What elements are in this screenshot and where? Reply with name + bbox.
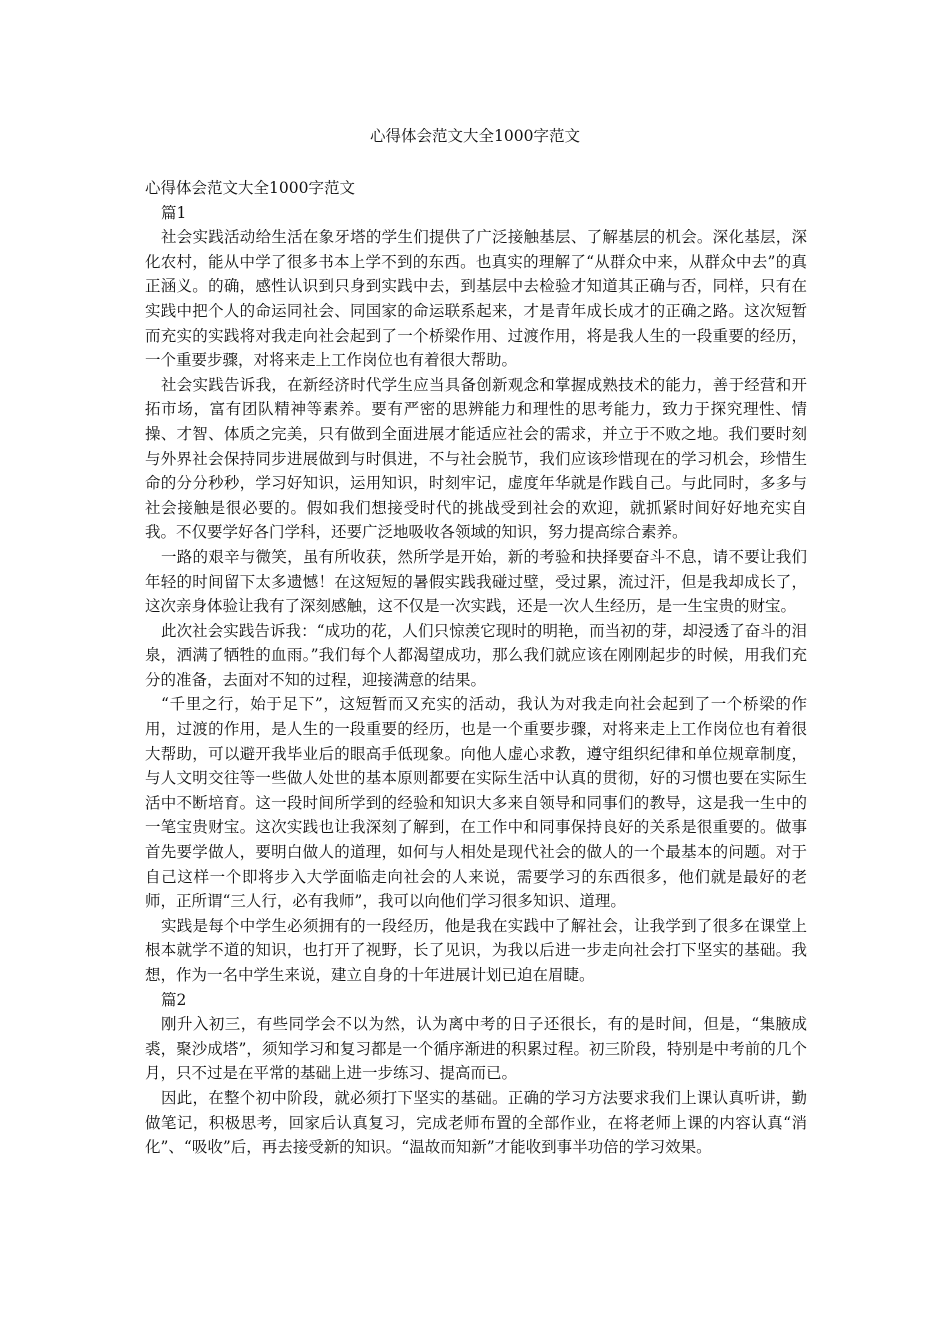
section-label-2: 篇2	[161, 990, 187, 1009]
paragraph: “千里之行，始于足下”，这短暂而又充实的活动，我认为对我走向社会起到了一个桥梁的作用，过渡的作用，是人生的一段重要的经历，也是一个重要步骤，对将来走上工作岗位也有着很大帮助，可以避开我毕业后的眼高手低现象。向他人虚心求教，遵守组织纪律和单位规章制度，与人文明交往等一些做人处世的基本原则都要在实际生活中认真的贯彻，好的习惯也要在实际生活中不断培育。这一段时间所学到的经验和知识大多来自领导和同事们的教导，这是我一生中的一笔宝贵财宝。这次实践也让我深刻了解到，在工作中和同事保持良好的关系是很重要的。做事首先要学做人，要明白做人的道理，如何与人相处是现代社会的做人的一个最基本的问题。对于自己这样一个即将步入大学面临走向社会的人来说，需要学习的东西很多，他们就是最好的老师，正所谓“三人行，必有我师”，我可以向他们学习很多知识、道理。	[145, 695, 807, 911]
page-title: 心得体会范文大全1000字范文	[370, 127, 580, 145]
paragraph: 一路的艰辛与微笑，虽有所收获，然所学是开始，新的考验和抉择要奋斗不息，请不要让我们年轻的时间留下太多遗憾！在这短短的暑假实践我碰过壁，受过累，流过汗，但是我却成长了，这次亲身体验让我有了深刻感触，这不仅是一次实践，还是一次人生经历，是一生宝贵的财宝。	[145, 547, 807, 616]
document-heading: 心得体会范文大全1000字范文	[145, 179, 355, 197]
paragraph: 因此，在整个初中阶段，就必须打下坚实的基础。正确的学习方法要求我们上课认真听讲，勤做笔记，积极思考，回家后认真复习，完成老师布置的全部作业，在将老师上课的内容认真“消化”、“吸收”后，再去接受新的知识。“温故而知新”才能收到事半功倍的学习效果。	[145, 1088, 807, 1157]
paragraph: 此次社会实践告诉我：“成功的花，人们只惊羡它现时的明艳，而当初的芽，却浸透了奋斗的泪泉，洒满了牺牲的血雨。”我们每个人都渴望成功，那么我们就应该在刚刚起步的时候，用我们充分的准备，去面对不知的过程，迎接满意的结果。	[145, 621, 807, 689]
document-body	[145, 176, 807, 1160]
paragraph: 刚升入初三，有些同学会不以为然，认为离中考的日子还很长，有的是时间，但是，“集腋成裘，聚沙成塔”，须知学习和复习都是一个循序渐进的积累过程。初三阶段，特别是中考前的几个月，只不过是在平常的基础上进一步练习、提高而已。	[145, 1015, 807, 1083]
section-label-1: 篇1	[161, 203, 187, 222]
paragraph: 社会实践活动给生活在象牙塔的学生们提供了广泛接触基层、了解基层的机会。深化基层，深化农村，能从中学了很多书本上学不到的东西。也真实的理解了“从群众中来，从群众中去”的真正涵义。的确，感性认识到只身到实践中去，到基层中去检验才知道其正确与否，同样，只有在实践中把个人的命运同社会、同国家的命运联系起来，才是青年成长成才的正确之路。这次短暂而充实的实践将对我走向社会起到了一个桥梁作用、过渡作用，将是我人生的一段重要的经历，一个重要步骤，对将来走上工作岗位也有着很大帮助。	[145, 228, 807, 370]
paragraph: 实践是每个中学生必须拥有的一段经历，他是我在实践中了解社会，让我学到了很多在课堂上根本就学不道的知识，也打开了视野，长了见识，为我以后进一步走向社会打下坚实的基础。我想，作为一名中学生来说，建立自身的十年进展计划已迫在眉睫。	[145, 916, 807, 984]
paragraph: 社会实践告诉我，在新经济时代学生应当具备创新观念和掌握成熟技术的能力，善于经营和开拓市场，富有团队精神等素养。要有严密的思辨能力和理性的思考能力，致力于探究理性、情操、才智、体质之完美，只有做到全面进展才能适应社会的需求，并立于不败之地。我们要时刻与外界社会保持同步进展做到与时俱进，不与社会脱节，我们应该珍惜现在的学习机会，珍惜生命的分分秒秒，学习好知识，运用知识，时刻牢记，虚度年华就是作践自己。与此同时，多多与社会接触是很必要的。假如我们想接受时代的挑战受到社会的欢迎，就抓紧时间好好地充实自我。不仅要学好各门学科，还要广泛地吸收各领域的知识，努力提高综合素养。	[145, 375, 807, 542]
